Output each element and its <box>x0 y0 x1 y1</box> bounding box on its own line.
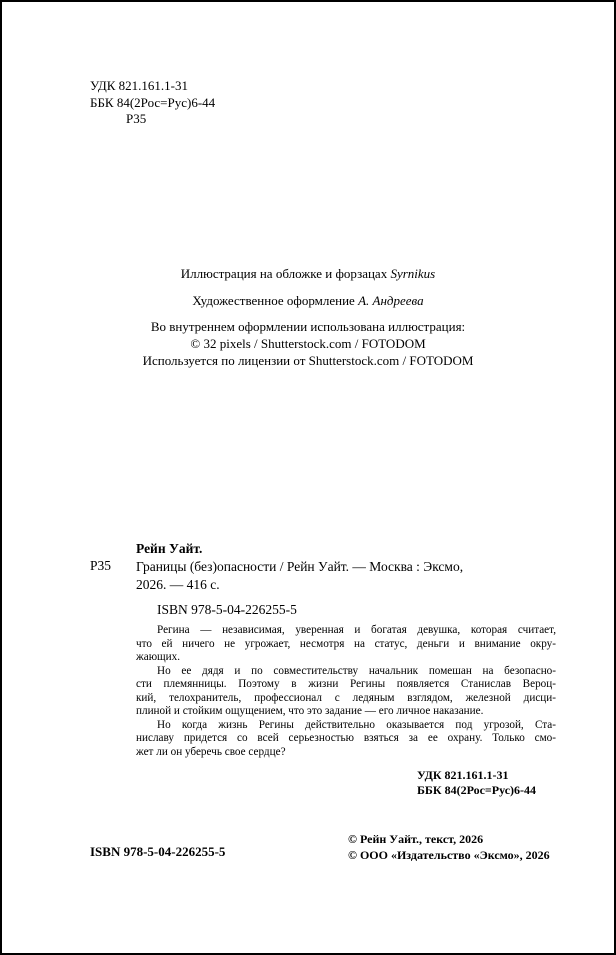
footer-isbn: ISBN 978-5-04-226255-5 <box>90 844 226 859</box>
design-credit <box>2 292 614 309</box>
catalog-bibliographic-description <box>136 558 463 593</box>
inner-illustration-credit <box>2 318 614 369</box>
annotation-line: плиной и стойким ощущением, что это задание — его личное наказание. <box>136 705 484 717</box>
inner-credit-line-2: © 32 pixels / Shutterstock.com / FOTODOM <box>190 336 426 351</box>
copyright-text: © Рейн Уайт., текст, 2026 <box>348 832 484 846</box>
annotation-line: сти племянницы. Поэтому в жизни Регины появляется Станислав Вероц- <box>136 678 556 690</box>
annotation-line: жающих. <box>136 651 181 663</box>
bottom-classification-codes <box>417 768 536 798</box>
copyright-block <box>348 831 550 863</box>
inner-credit-line-3: Используется по лицензии от Shutterstock.com / FOTODOM <box>142 353 474 368</box>
bbk-code-bottom: ББК 84(2Рос=Рус)6-44 <box>417 783 537 797</box>
catalog-code: Р35 <box>90 558 112 573</box>
bbk-code: ББК 84(2Рос=Рус)6-44 <box>90 94 216 110</box>
biblio-line-2: 2026. — 416 с. <box>136 576 220 592</box>
annotation-line: ниславу придется со всей серьезностью взяться за ее охрану. Только смо- <box>136 732 556 744</box>
catalog-isbn: ISBN 978-5-04-226255-5 <box>157 602 297 617</box>
catalog-author: Рейн Уайт. <box>136 541 203 556</box>
annotation-line: жет ли он уберечь свое сердце? <box>136 745 286 758</box>
biblio-line-1: Границы (без)опасности / Рейн Уайт. — Москва : Эксмо, <box>136 559 464 574</box>
copyright-publisher: © ООО «Издательство «Эксмо», 2026 <box>348 848 550 862</box>
design-artist: А. Андреева <box>358 293 424 308</box>
annotation-line: что ей ничего не угрожает, несмотря на статус, деньги и внимание окру- <box>136 637 556 650</box>
illustration-artist: Syrnikus <box>390 266 436 281</box>
illustration-credit <box>2 265 614 282</box>
illustration-credit-label: Иллюстрация на обложке и форзацах <box>180 266 391 281</box>
annotation-line: Регина — независимая, уверенная и богатая девушка, которая считает, <box>157 624 556 636</box>
udk-code: УДК 821.161.1-31 <box>90 78 189 93</box>
udk-code-bottom: УДК 821.161.1-31 <box>417 768 509 782</box>
inner-credit-line-1: Во внутреннем оформлении использована иллюстрация: <box>150 319 466 334</box>
top-classification-codes <box>90 78 215 128</box>
annotation-line: Но когда жизнь Регины действительно оказывается под угрозой, Ста- <box>157 718 556 731</box>
author-mark-code: Р35 <box>126 111 147 126</box>
annotation-line: кий, телохранитель, профессионал с ледяным взглядом, железной дисци- <box>136 691 556 704</box>
annotation-line: Но ее дядя и по совместительству начальник помешан на безопасно- <box>157 664 556 677</box>
design-credit-label: Художественное оформление <box>192 293 359 308</box>
book-annotation <box>136 624 556 759</box>
